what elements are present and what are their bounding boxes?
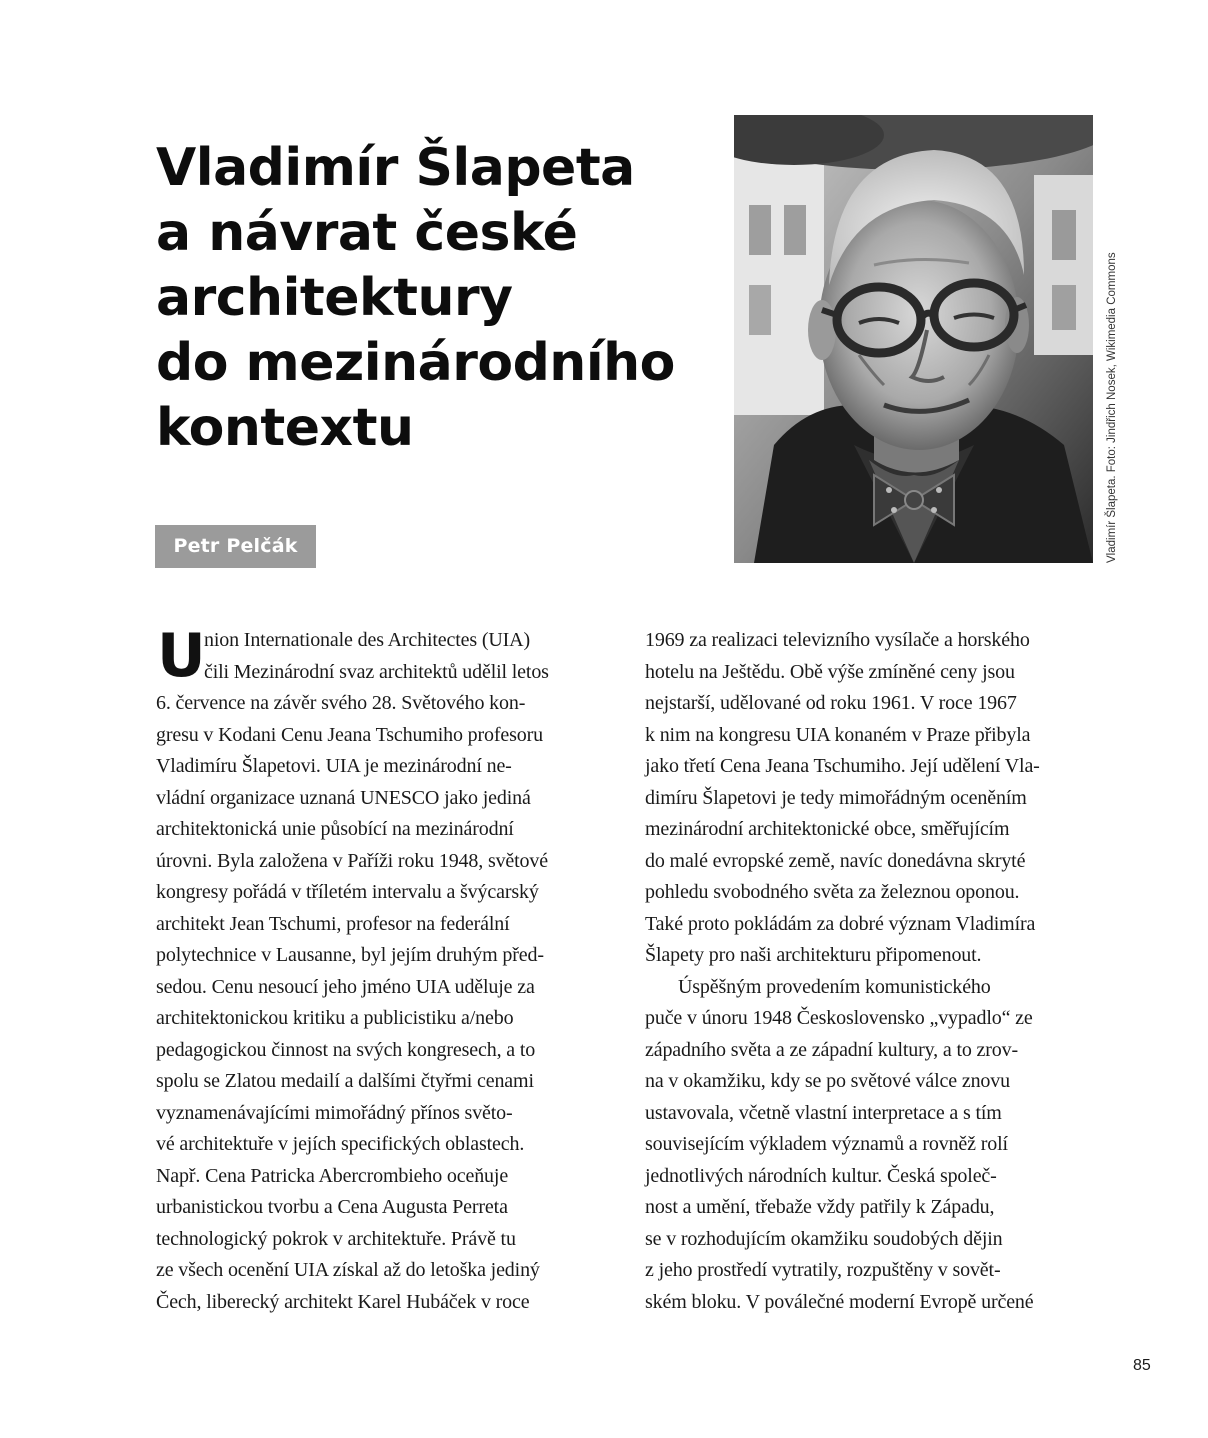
text-line: mezinárodní architektonické obce, směřujícím [645, 818, 1010, 840]
text-line: ustavovala, včetně vlastní interpretace a s tím [645, 1101, 1002, 1124]
text-line: nost a umění, třebaže vždy patřily k Západu, [645, 1196, 995, 1218]
text-line: jednotlivých národních kultur. Česká společ- [645, 1164, 997, 1187]
text-line: urbanistickou tvorbu a Cena Augusta Perreta [156, 1196, 508, 1218]
text-line: vé architektuře v jejích specifických oblastech. [156, 1133, 525, 1155]
text-line: k nim na kongresu UIA konaném v Praze přibyla [645, 723, 1031, 746]
title-line: architektury [156, 268, 513, 328]
text-line: gresu v Kodani Cenu Jeana Tschumiho profesoru [156, 723, 543, 746]
photo-credit: Vladimír Šlapeta. Foto: Jindřich Nosek, Wikimedia Commons [1106, 252, 1118, 563]
text-line: pedagogickou činnost na svých kongresech, a to [156, 1038, 536, 1061]
text-line: pohledu svobodného světa za železnou oponou. [645, 881, 1020, 903]
title-line: a návrat české [156, 203, 578, 263]
text-line: 1969 za realizaci televizního vysílače a horského [645, 629, 1030, 651]
text-line: jako třetí Cena Jeana Tschumiho. Její udělení Vla- [645, 755, 1040, 777]
text-line: architektonickou kritiku a publicistiku a/nebo [156, 1007, 514, 1029]
text-line: Čech, liberecký architekt Karel Hubáček v roce [156, 1290, 530, 1313]
page-number: 85 [1133, 1357, 1151, 1374]
text-line: vládní organizace uznaná UNESCO jako jediná [156, 786, 531, 809]
article-title [156, 136, 716, 461]
title-line: kontextu [156, 398, 414, 458]
portrait-photo [734, 115, 1093, 563]
text-line: na v okamžiku, kdy se po světové válce znovu [645, 1070, 1010, 1092]
text-line: architekt Jean Tschumi, profesor na federální [156, 912, 510, 935]
text-line: Úspěšným provedením komunistického [678, 975, 991, 998]
text-line: 6. července na závěr svého 28. Světového kon- [156, 692, 526, 714]
text-line: spolu se Zlatou medailí a dalšími čtyřmi cenami [156, 1070, 534, 1092]
author-label: Petr Pelčák [155, 525, 316, 568]
title-line: do mezinárodního [156, 333, 675, 393]
text-line: architektonická unie působící na mezinárodní [156, 818, 514, 840]
text-line: vyznamenávajícími mimořádný přínos světo- [156, 1101, 513, 1124]
text-line: polytechnice v Lausanne, byl jejím druhým před- [156, 944, 544, 966]
text-line: ze všech ocenění UIA získal až do letoška jediný [156, 1259, 540, 1281]
text-line: nion Internationale des Architectes (UIA) [204, 629, 530, 651]
text-line: Vladimíru Šlapetovi. UIA je mezinárodní ne- [156, 755, 512, 777]
text-line: úrovni. Byla založena v Paříži roku 1948, světové [156, 849, 548, 872]
text-line: Šlapety pro naši architekturu připomenout. [645, 944, 982, 966]
text-line: Např. Cena Patricka Abercrombieho oceňuje [156, 1164, 509, 1187]
text-line: čili Mezinárodní svaz architektů udělil letos [204, 660, 549, 683]
body-column-left [156, 621, 616, 1318]
text-line: z jeho prostředí vytratily, rozpuštěny v sovět- [645, 1259, 1001, 1281]
text-line: technologický pokrok v architektuře. Právě tu [156, 1227, 516, 1250]
text-line: kongresy pořádá v tříletém intervalu a švýcarský [156, 881, 539, 903]
text-line: souvisejícím výkladem významů a rovněž rolí [645, 1133, 1008, 1155]
drop-cap: U [157, 621, 206, 691]
text-line: nejstarší, udělované od roku 1961. V roce 1967 [645, 692, 1017, 714]
text-line: ském bloku. V poválečné moderní Evropě určené [645, 1290, 1034, 1313]
text-line: do malé evropské země, navíc donedávna skryté [645, 849, 1026, 872]
text-line: se v rozhodujícím okamžiku soudobých dějin [645, 1227, 1003, 1250]
text-line: západního světa a ze západní kultury, a to zrov- [645, 1038, 1019, 1061]
title-line: Vladimír Šlapeta [156, 138, 635, 198]
body-column-right [645, 625, 1105, 1318]
text-line: Také proto pokládám za dobré význam Vladimíra [645, 912, 1036, 935]
text-line: dimíru Šlapetovi je tedy mimořádným oceněním [645, 786, 1027, 809]
text-line: sedou. Cenu nesoucí jeho jméno UIA uděluje za [156, 975, 535, 998]
text-line: puče v únoru 1948 Československo „vypadlo“ ze [645, 1007, 1033, 1029]
text-line: hotelu na Ještědu. Obě výše zmíněné ceny jsou [645, 660, 1015, 683]
